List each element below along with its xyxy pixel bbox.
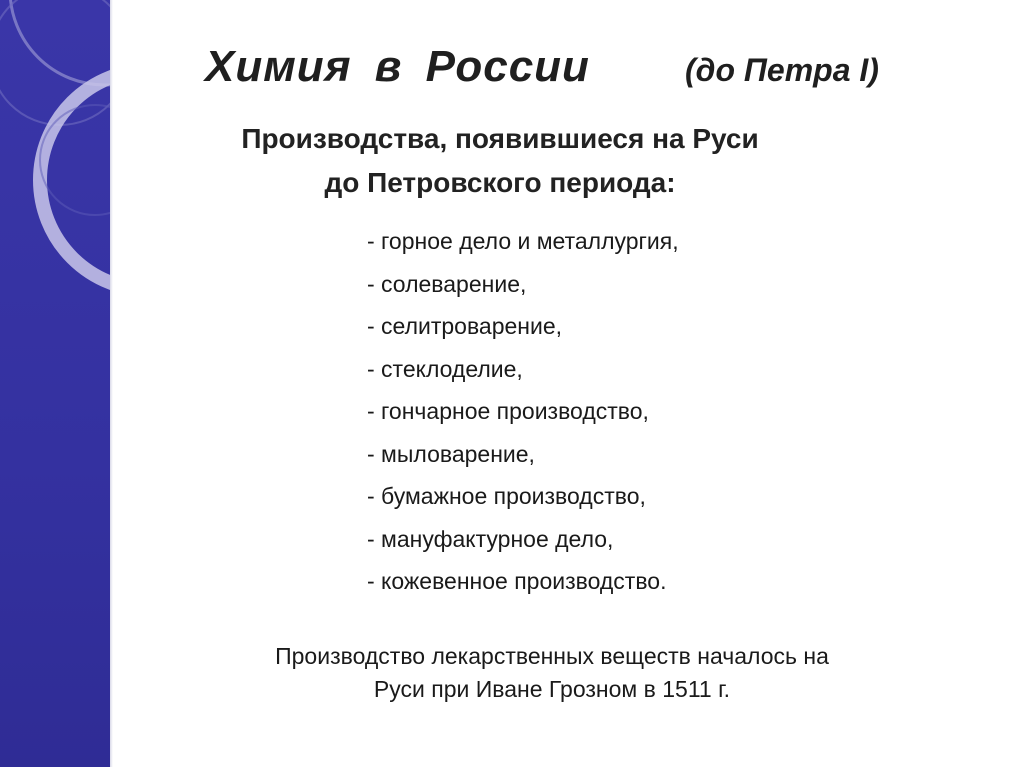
production-list — [367, 220, 679, 603]
list-item: - кожевенное производство. — [367, 568, 667, 594]
sidebar-edge — [110, 0, 113, 767]
footer-line-2: Руси при Иване Грозном в 1511 г. — [373, 676, 731, 702]
footer-line-1: Производство лекарственных веществ началось на — [275, 643, 829, 669]
list-item: - гончарное производство, — [367, 398, 649, 424]
subtitle-line-1: Производства, появившиеся на Руси — [241, 123, 759, 154]
list-item: - стеклоделие, — [367, 355, 523, 382]
ring-large — [40, 70, 110, 290]
list-item: - горное дело и металлургия, — [367, 228, 679, 254]
title-sub: (до Петра I) — [685, 52, 879, 88]
list-item: - селитроварение, — [367, 313, 563, 339]
ring-top — [10, 0, 110, 85]
footer-note — [162, 640, 942, 706]
decorative-sidebar — [0, 0, 110, 767]
list-item: - солеварение, — [367, 270, 527, 297]
list-item: - мануфактурное дело, — [367, 525, 614, 552]
list-item: - мыловарение, — [367, 440, 535, 467]
decorative-rings — [0, 0, 110, 767]
list-item: - бумажное производство, — [367, 483, 646, 509]
ring-mid — [0, 0, 110, 125]
slide-subtitle — [200, 117, 800, 205]
subtitle-line-2: до Петровского периода: — [324, 167, 676, 198]
title-main: Химия в России — [205, 42, 590, 91]
